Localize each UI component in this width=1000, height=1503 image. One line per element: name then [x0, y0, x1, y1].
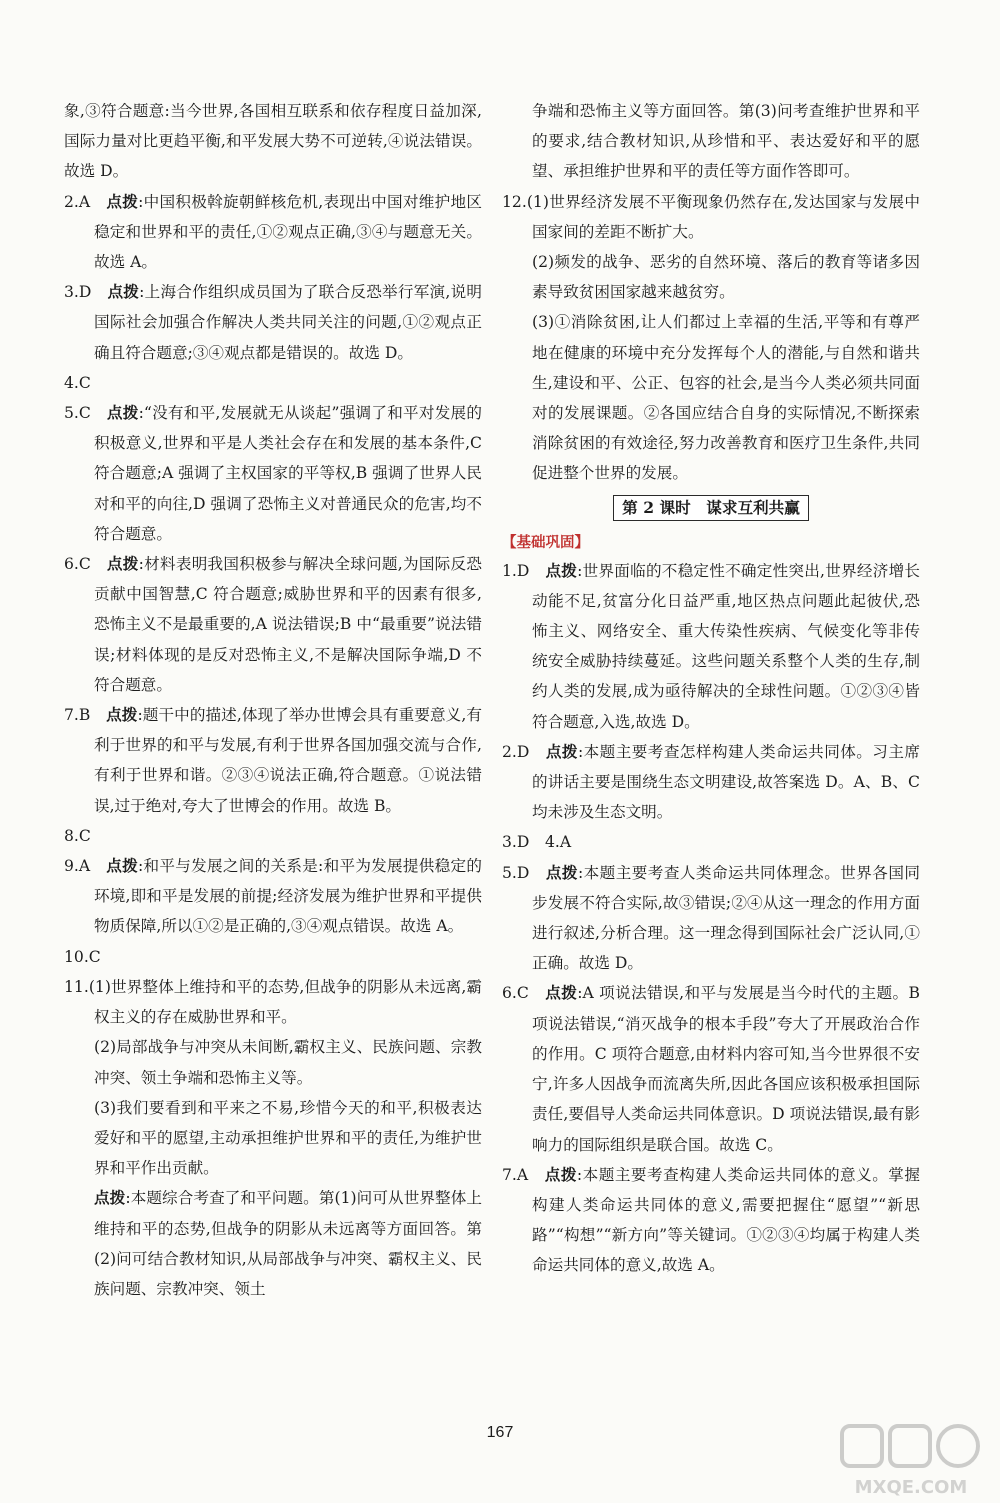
answer-text: :本题主要考查人类命运共同体理念。世界各国同步发展不符合实际,故③错误;②④从这一理念的作用方面进行叙述,分析合理。这一理念得到国际社会广泛认同,①正确。故选 D。 — [532, 863, 920, 973]
answer-item — [64, 187, 482, 278]
answer-item — [64, 277, 482, 368]
right-column — [502, 96, 920, 1281]
answer-number: 10.C — [64, 947, 101, 966]
answer-number: 7.B — [64, 706, 91, 725]
answer-item — [502, 858, 920, 979]
hint-label: 点拨 — [106, 856, 139, 876]
answer-item — [64, 368, 482, 398]
hint-label: 点拨 — [106, 705, 138, 725]
answer-number: 8.C — [64, 826, 91, 845]
page-number: 167 — [486, 1424, 514, 1441]
answer-text: :A 项说法错误,和平与发展是当今时代的主题。B 项说法错误,“消灭战争的根本手段”夸大了开展政治合作的作用。C 项符合题意,由材料内容可知,当今世界很不安宁,许多人因战争而流离失所,因此各国应该积极承担国际责任,要倡导人类命运共同体意识。D 项说法错误,最有影响力的国际组织是联合国。故选 C。 — [532, 984, 920, 1154]
answer-item — [64, 549, 482, 700]
answer-item — [502, 556, 920, 737]
hint-label: 点拨 — [94, 1188, 126, 1208]
hint-label: 点拨 — [545, 741, 578, 761]
answer-number: 11. — [64, 977, 89, 996]
answer-item — [502, 1160, 920, 1281]
section-heading — [502, 493, 920, 523]
answer-text: :本题主要考查构建人类命运共同体的意义。掌握构建人类命运共同体的意义,需要把握住“愿望”“新思路”“构想”“新方向”等关键词。①②③④均属于构建人类命运共同体的意义,故选 A。 — [532, 1165, 920, 1275]
answer-number: 6.C — [502, 984, 529, 1003]
answer-text: (1)世界经济发展不平衡现象仍然存在,发达国家与发展中国家间的差距不断扩大。 — [526, 192, 920, 241]
answer-text: (3)①消除贫困,让人们都过上幸福的生活,平等和有尊严地在健康的环境中充分发挥每个人的潜能,与自然和谐共生,建设和平、公正、包容的社会,是当今人类必须共同面对的发展课题。②各国应结合自身的实际情况,不断探索消除贫困的有效途径,努力改善教育和医疗卫生条件,共同促进整个世界的发展。 — [532, 313, 920, 483]
answer-text: :和平与发展之间的关系是:和平为发展提供稳定的环境,即和平是发展的前提;经济发展为维护世界和平提供物质保障,所以①②是正确的,③④观点错误。故选 A。 — [94, 857, 482, 936]
answer-number: 12. — [502, 192, 527, 211]
answer-text: 象,③符合题意:当今世界,各国相互联系和依存程度日益加深,国际力量对比更趋平衡,和平发展大势不可逆转,④说法错误。故选 D。 — [64, 102, 482, 181]
answer-subitem — [502, 96, 920, 187]
hint-label: 点拨 — [545, 862, 578, 882]
hint-label: 点拨 — [545, 560, 578, 580]
answer-subitem — [502, 247, 920, 307]
hint-label: 点拨 — [106, 554, 139, 574]
section-tag-line — [502, 529, 920, 556]
watermark-logo — [836, 1418, 986, 1498]
hint-label: 点拨 — [107, 282, 140, 302]
answer-number: 1.D — [502, 561, 530, 580]
answer-text: (1)世界整体上维持和平的态势,但战争的阴影从未远离,霸权主义的存在威胁世界和平。 — [88, 977, 482, 1027]
answer-number: 2.A — [64, 192, 91, 211]
answer-text: :本题综合考查了和平问题。第(1)问可从世界整体上维持和平的态势,但战争的阴影从未远离等方面回答。第(2)问可结合教材知识,从局部战争与冲突、霸权主义、民族问题、宗教冲突、领土 — [94, 1189, 482, 1298]
answer-item — [64, 821, 482, 851]
answer-subitem — [502, 307, 920, 488]
watermark-icon — [836, 1418, 986, 1478]
answer-item — [502, 737, 920, 828]
answer-text: (3)我们要看到和平来之不易,珍惜今天的和平,积极表达爱好和平的愿望,主动承担维护世界和平的责任,为维护世界和平作出贡献。 — [94, 1098, 482, 1178]
answer-number: 2.D — [502, 742, 530, 761]
answer-number: 3.D 4.A — [502, 833, 572, 852]
answer-number: 5.C — [64, 404, 91, 423]
answer-subitem — [64, 1093, 482, 1184]
answer-text: :上海合作组织成员国为了联合反恐举行军演,说明国际社会加强合作解决人类共同关注的问题,①②观点正确且符合题意;③④观点都是错误的。故选 D。 — [94, 283, 482, 362]
answer-subitem — [64, 1032, 482, 1092]
answer-item — [64, 851, 482, 942]
answer-item — [64, 972, 482, 1032]
hint-label: 点拨 — [106, 403, 139, 423]
hint-label: 点拨 — [106, 191, 139, 211]
answer-item — [64, 398, 482, 549]
answer-item — [64, 700, 482, 821]
answer-text: (2)频发的战争、恶劣的自然环境、落后的教育等诸多因素导致贫困国家越来越贫穷。 — [532, 253, 920, 302]
answer-subitem — [64, 1183, 482, 1304]
answer-text: :世界面临的不稳定性不确定性突出,世界经济增长动能不足,贫富分化日益严重,地区热点问题此起彼伏,恐怖主义、网络安全、重大传染性疾病、气候变化等非传统安全威胁持续蔓延。这些问题关系整个人类的生存,制约人类的发展,成为亟待解决的全球性问题。①②③④皆符合题意,入选,故选 D。 — [532, 561, 920, 731]
answer-number: 6.C — [64, 555, 91, 574]
answer-number: 9.A — [64, 857, 91, 876]
answer-number: 4.C — [64, 373, 91, 392]
answer-text: (2)局部战争与冲突从未间断,霸权主义、民族问题、宗教冲突、领土争端和恐怖主义等。 — [94, 1038, 482, 1087]
answer-continuation — [64, 96, 482, 187]
answer-text: :题干中的描述,体现了举办世博会具有重要意义,有利于世界的和平与发展,有利于世界各国加强交流与合作,有利于世界和谐。②③④说法正确,符合题意。①说法错误,过于绝对,夸大了世博会的作用。故选 B。 — [94, 706, 482, 815]
answer-text: 争端和恐怖主义等方面回答。第(3)问考查维护世界和平的要求,结合教材知识,从珍惜和平、表达爱好和平的愿望、承担维护世界和平的责任等方面作答即可。 — [532, 102, 920, 181]
answer-item — [502, 827, 920, 857]
left-column — [64, 96, 482, 1304]
section-tag: 【基础巩固】 — [502, 533, 589, 551]
answer-text: :本题主要考查怎样构建人类命运共同体。习主席的讲话主要是围绕生态文明建设,故答案选 D。A、B、C 均未涉及生态文明。 — [532, 742, 920, 822]
hint-label: 点拨 — [545, 983, 578, 1003]
section-title: 第 2 课时 谋求互利共赢 — [613, 495, 809, 521]
answer-number: 5.D — [502, 863, 530, 882]
answer-number: 7.A — [502, 1165, 529, 1184]
answer-item — [64, 942, 482, 972]
answer-text: :“没有和平,发展就无从谈起”强调了和平对发展的积极意义,世界和平是人类社会存在和发展的基本条件,C 符合题意;A 强调了主权国家的平等权,B 强调了世界人民对和平的向往,D 强调了恐怖主义对普通民众的危害,均不符合题意。 — [94, 404, 482, 543]
answer-number: 3.D — [64, 283, 92, 302]
answer-item — [502, 187, 920, 247]
answer-text: :材料表明我国积极参与解决全球问题,为国际反恐贡献中国智慧,C 符合题意;威胁世界和平的因素有很多,恐怖主义不是最重要的,A 说法错误;B 中“最重要”说法错误;材料体现的是反对恐怖主义,不是解决国际争端,D 不符合题意。 — [94, 555, 482, 694]
answer-text: :中国积极斡旋朝鲜核危机,表现出中国对维护地区稳定和世界和平的责任,①②观点正确,③④与题意无关。故选 A。 — [94, 192, 482, 272]
watermark-text: MXQE.COM — [854, 1477, 968, 1498]
answer-item — [502, 978, 920, 1159]
hint-label: 点拨 — [544, 1164, 577, 1184]
